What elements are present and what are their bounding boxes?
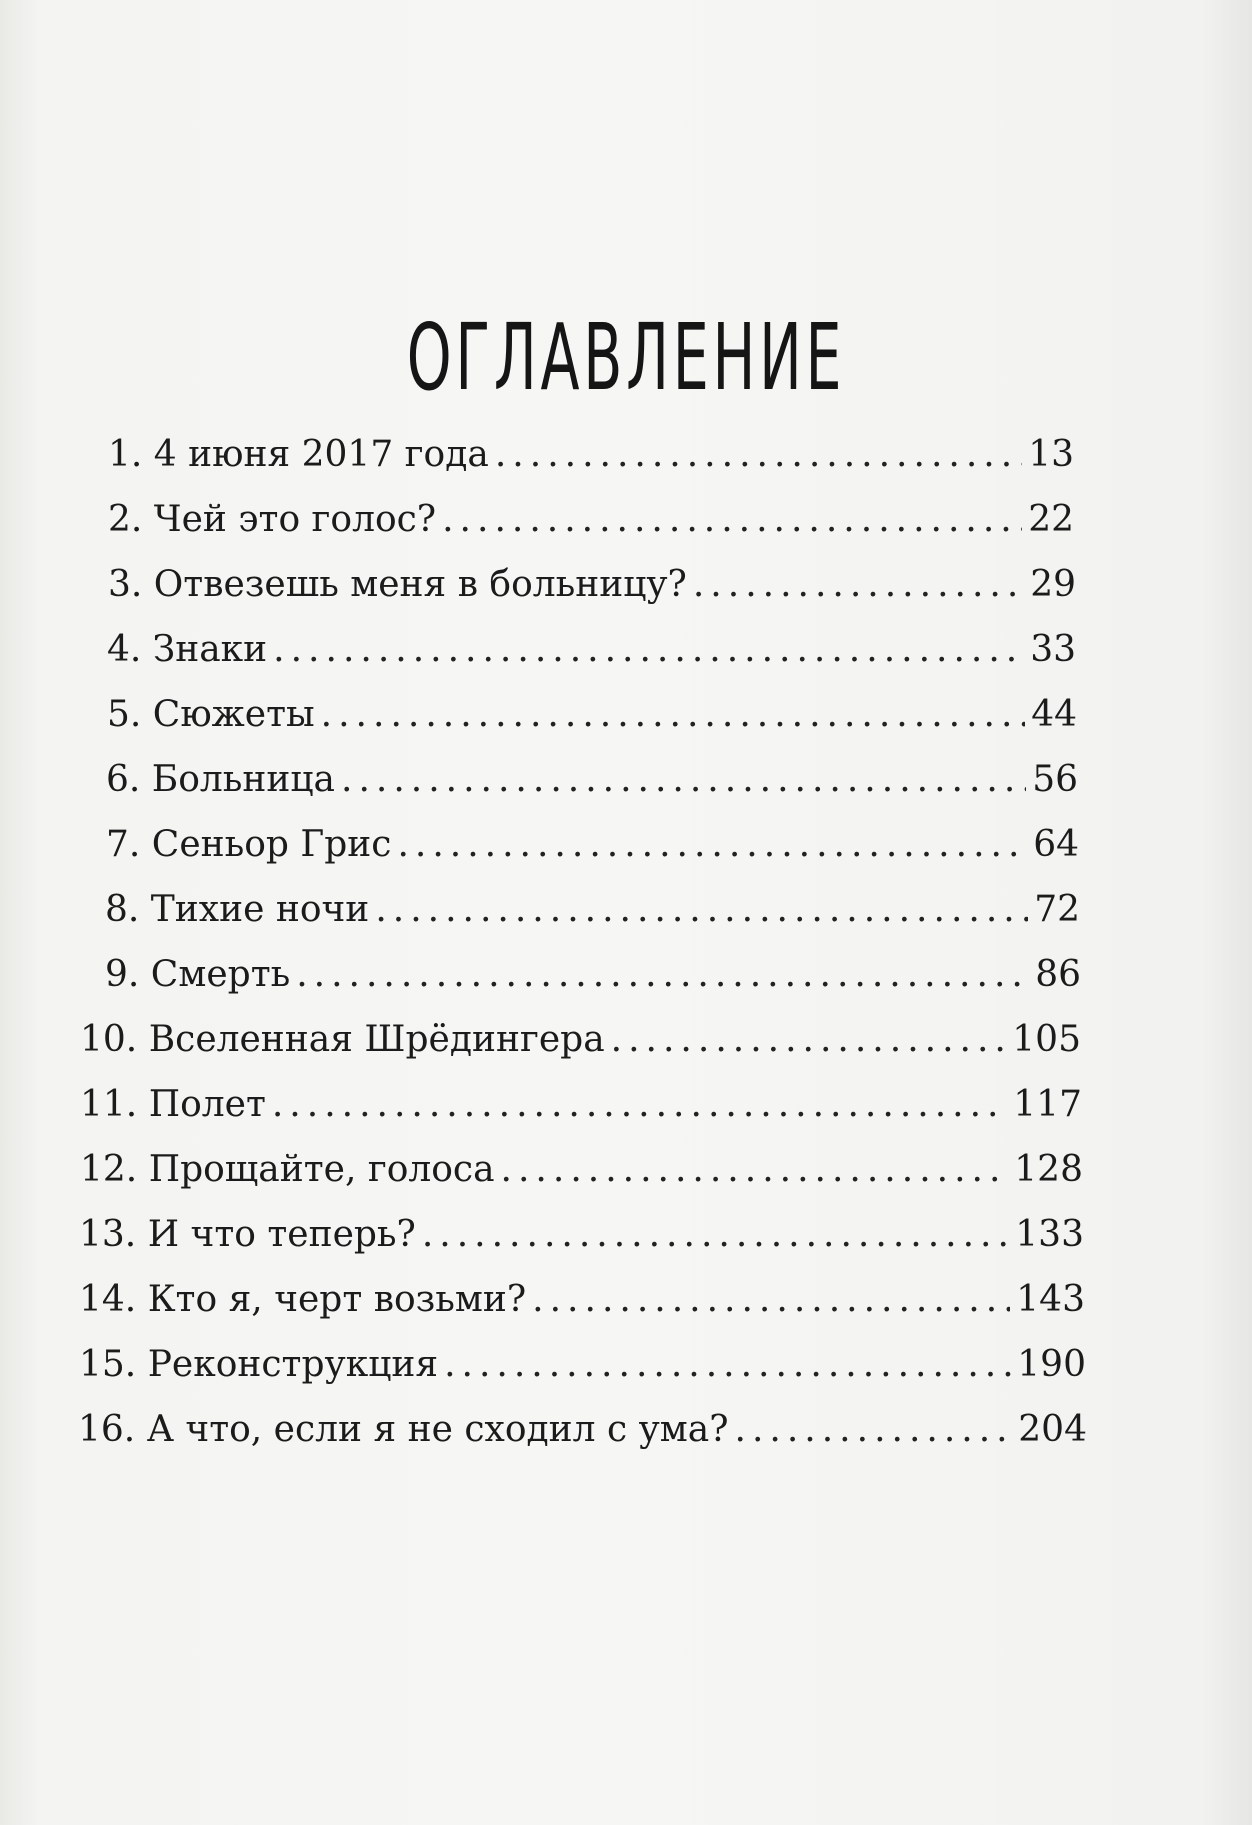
dot-leader <box>296 945 1029 1005</box>
dot-leader <box>693 555 1024 615</box>
toc-entry-title: 11. Полет <box>80 1084 266 1125</box>
toc-entry-page: 22 <box>1028 499 1074 540</box>
toc-entry-page: 117 <box>1013 1084 1082 1125</box>
toc-entry-title: 4. Знаки <box>107 629 268 670</box>
toc-entry-title: 2. Чей это голос? <box>108 499 437 540</box>
toc-entry-page: 204 <box>1018 1409 1087 1450</box>
toc-entry <box>80 1140 1083 1200</box>
toc-entry <box>108 490 1074 550</box>
toc-entry <box>106 750 1078 810</box>
toc-entry <box>79 1270 1085 1330</box>
toc-entry-page: 13 <box>1028 434 1074 475</box>
toc-entry-page: 190 <box>1017 1344 1086 1385</box>
dot-leader <box>735 1400 1013 1460</box>
dot-leader <box>375 880 1028 940</box>
toc-entry-title: 9. Смерть <box>105 954 291 995</box>
toc-entry-page: 105 <box>1012 1019 1081 1060</box>
toc-entry <box>79 1335 1086 1395</box>
toc-entry <box>108 425 1074 485</box>
dot-leader <box>532 1270 1010 1330</box>
toc-entry-title: 8. Тихие ночи <box>105 889 370 930</box>
dot-leader <box>442 490 1022 550</box>
toc-entry-page: 143 <box>1016 1279 1085 1320</box>
toc-entry-title: 1. 4 июня 2017 года <box>108 434 489 475</box>
dot-leader <box>272 1075 1007 1135</box>
toc-entry-page: 56 <box>1032 759 1078 800</box>
page-title: ОГЛАВЛЕНИЕ <box>406 303 846 411</box>
toc-entry-title: 16. А что, если я не сходил с ума? <box>78 1409 729 1450</box>
toc-entry-title: 12. Прощайте, голоса <box>80 1149 495 1190</box>
toc-entry-title: 13. И что теперь? <box>79 1214 416 1255</box>
toc-entry-title: 10. Вселенная Шрёдингера <box>80 1019 605 1060</box>
toc-entry-title: 5. Сюжеты <box>107 694 315 735</box>
toc-entry <box>106 815 1079 875</box>
toc-entry-title: 3. Отвезешь меня в больницу? <box>108 564 687 605</box>
toc-entry <box>78 1400 1087 1460</box>
toc-entry-title: 6. Больница <box>106 759 335 800</box>
dot-leader <box>611 1010 1007 1070</box>
dot-leader <box>321 685 1026 745</box>
toc-entry-page: 72 <box>1034 889 1080 930</box>
toc-entry-title: 15. Реконструкция <box>79 1344 439 1385</box>
toc-entry <box>80 1010 1081 1070</box>
dot-leader <box>501 1140 1009 1200</box>
toc-entry-title: 14. Кто я, черт возьми? <box>79 1279 527 1320</box>
toc-entry-page: 44 <box>1031 694 1077 735</box>
toc-entry-page: 128 <box>1014 1149 1083 1190</box>
toc-entry-title: 7. Сеньор Грис <box>106 824 392 865</box>
toc-entry-page: 33 <box>1030 629 1076 670</box>
toc-entry <box>108 555 1076 615</box>
dot-leader <box>273 620 1024 680</box>
toc-entry <box>105 945 1081 1005</box>
dot-leader <box>397 815 1027 875</box>
dot-leader <box>495 425 1022 485</box>
dot-leader <box>444 1335 1011 1395</box>
toc-entry <box>79 1205 1084 1265</box>
toc-entry <box>80 1075 1082 1135</box>
toc-entry-page: 86 <box>1035 954 1081 995</box>
toc-entry <box>107 620 1076 680</box>
toc-entry <box>105 880 1080 940</box>
toc-entry-page: 29 <box>1030 564 1076 605</box>
toc-entry-page: 133 <box>1015 1214 1084 1255</box>
toc-entry <box>107 685 1077 745</box>
dot-leader <box>341 750 1026 810</box>
toc-entry-page: 64 <box>1033 824 1079 865</box>
dot-leader <box>422 1205 1009 1265</box>
